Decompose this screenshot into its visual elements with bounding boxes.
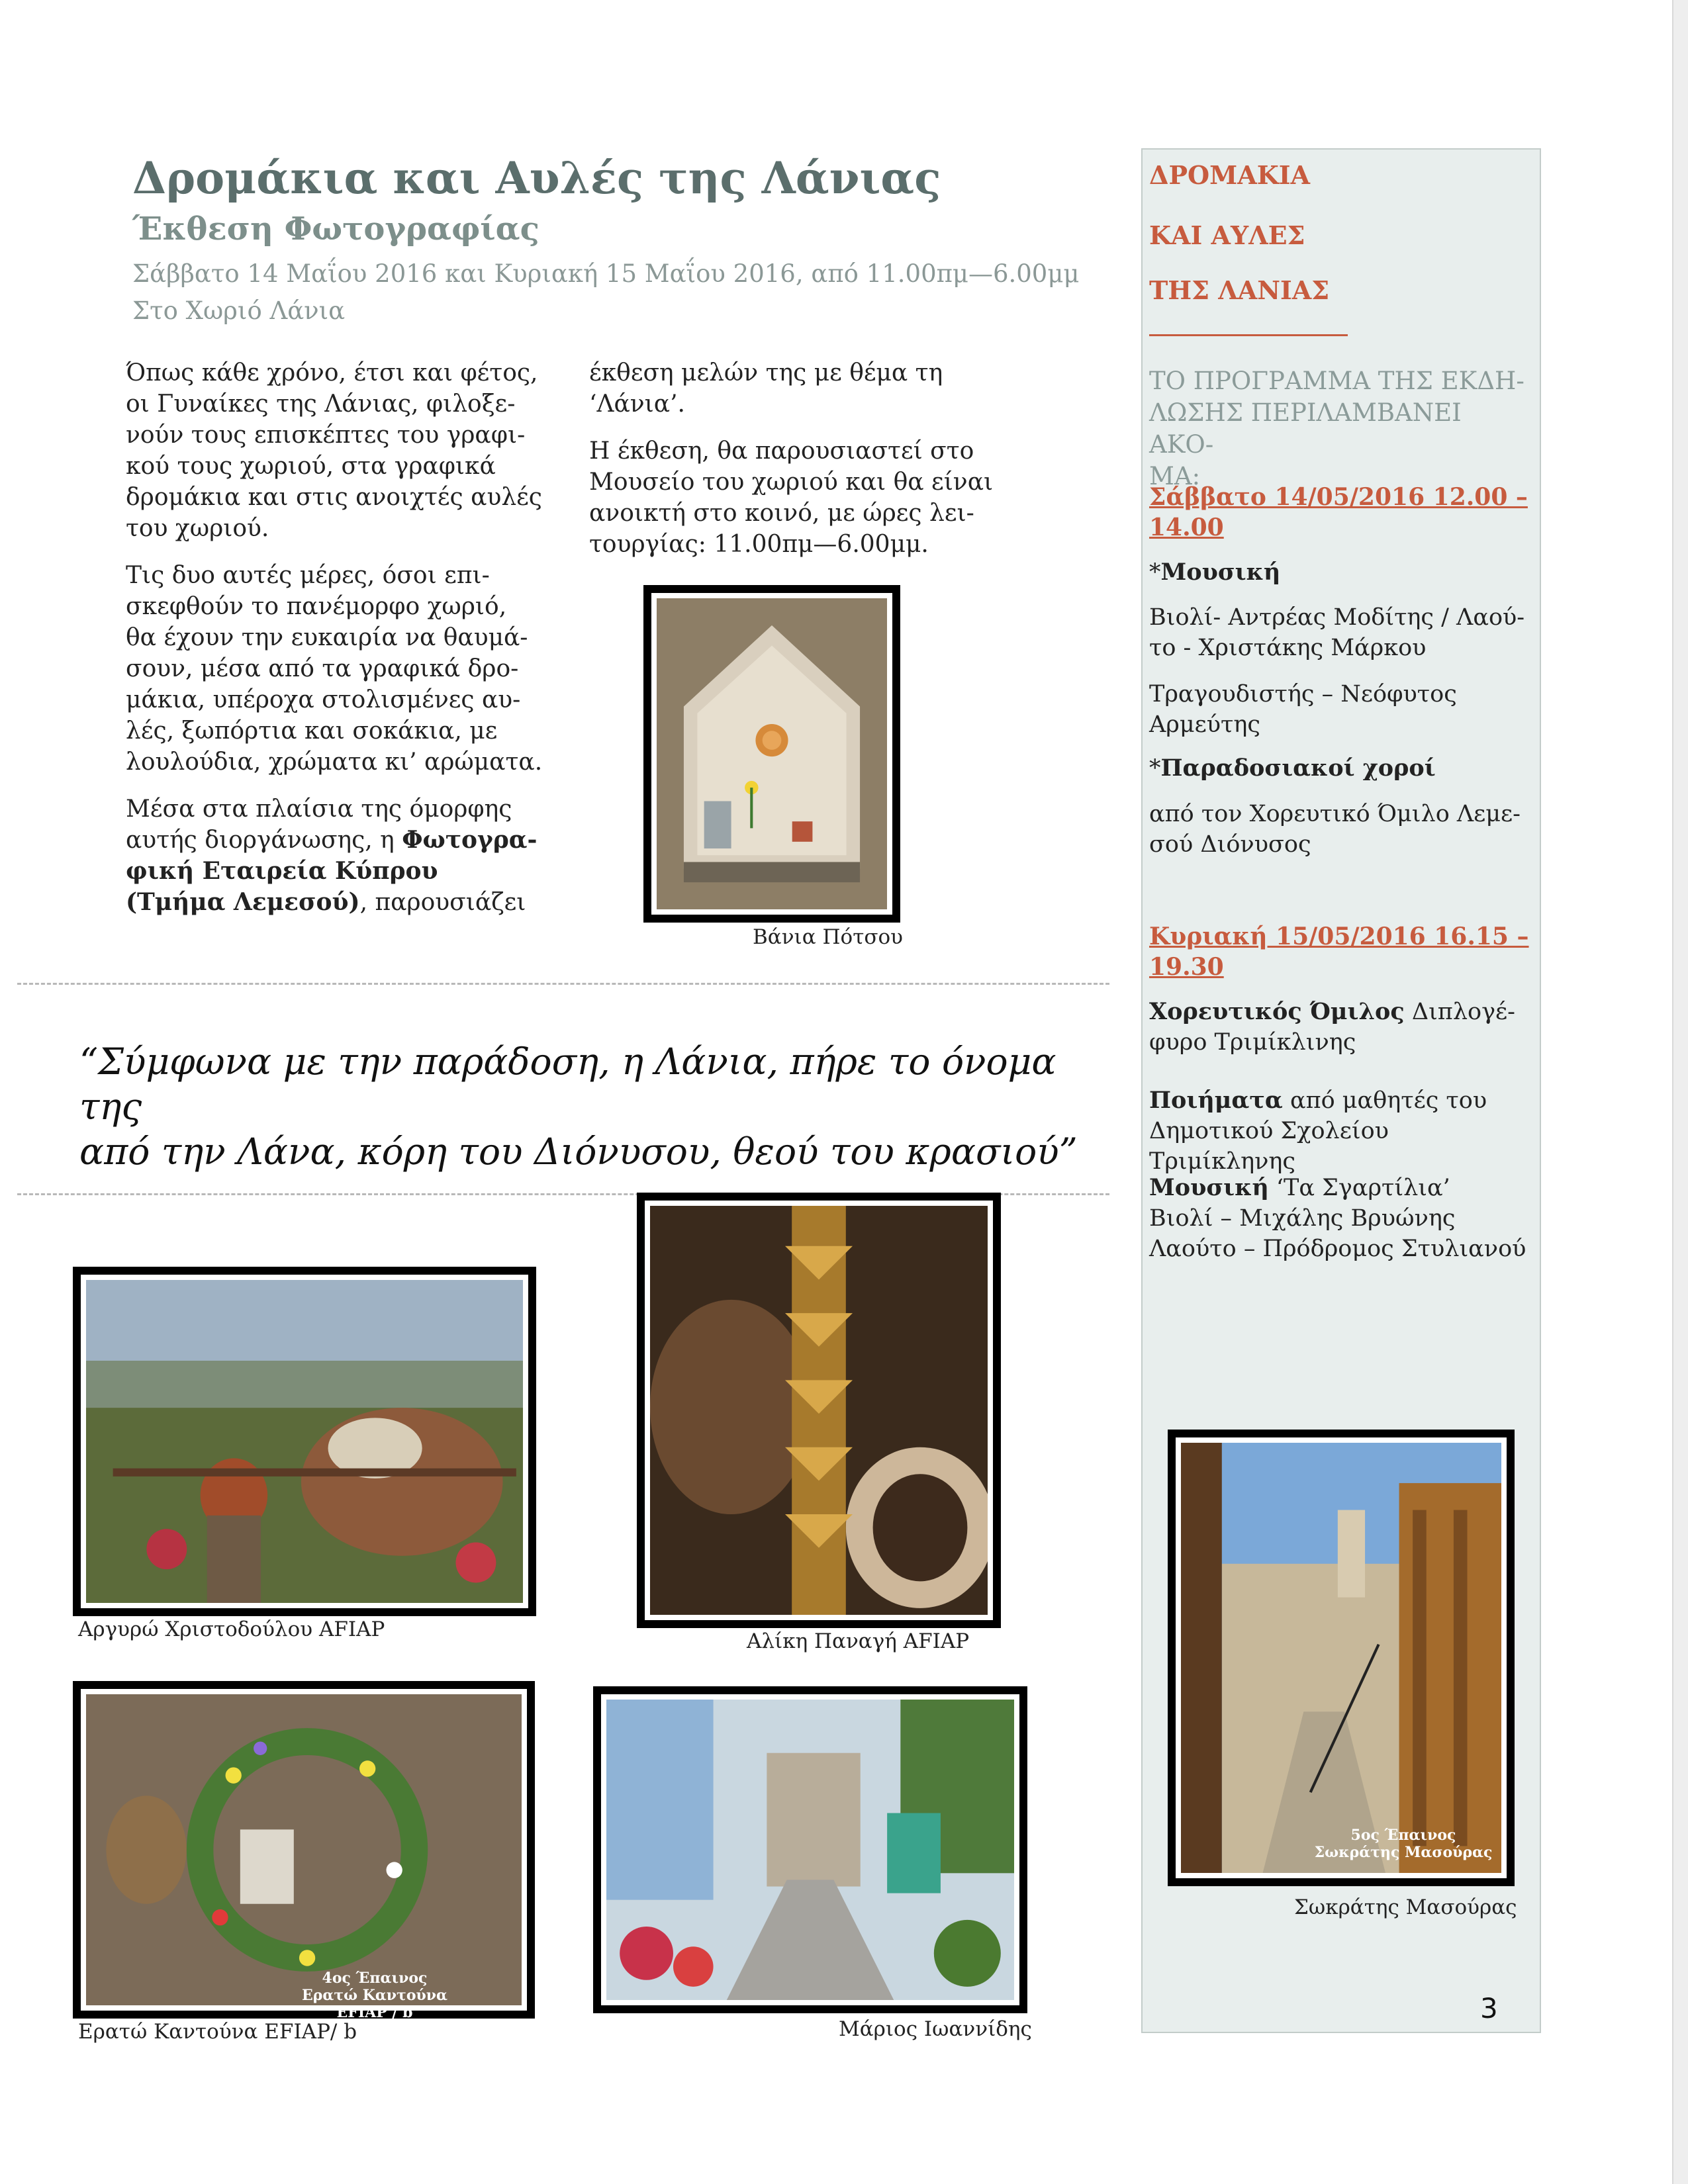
photo-overlay-sokratis: 5ος Έπαινος Σωκράτης Μασούρας bbox=[1314, 1827, 1493, 1861]
photo-landscape-argyro bbox=[73, 1267, 536, 1616]
photo-caption-aliki: Αλίκη Παναγή AFIAP bbox=[747, 1629, 970, 1653]
sidebar-title-3: ΤΗΣ ΛΑΝΙΑΣ bbox=[1149, 275, 1330, 305]
photo-doorway-sokratis bbox=[1168, 1430, 1515, 1886]
paragraph-5: Η έκθεση, θα παρουσιαστεί στο Μουσείο του χωριού και θα είναι ανοικτή στο κοινό, με ώρες λει- τουργίας: 11.00πμ—6.00μμ. bbox=[589, 437, 994, 558]
page-number: 3 bbox=[1480, 1992, 1498, 2025]
event-place: Στο Χωριό Λάνια bbox=[132, 296, 346, 325]
paragraph-2: Τις δυο αυτές μέρες, όσοι επι- σκεφθούν το πανέμορφο χωριό, θα έχουν την ευκαιρία να θαυμά- σουν, μέσα από τα γραφικά δρο- μάκια, υπέροχα στολισμένες αυ- λές, ξωπόρτια και σοκάκια, με λουλούδια, χρώματα κι’ αρώματα. bbox=[126, 562, 543, 776]
paragraph-1: Όπως κάθε χρόνο, έτσι και φέτος, οι Γυναίκες της Λάνιας, φιλοξε- νούν τους επισκέπτες του γραφι- κού τους χωριού, στα γραφικά δρομάκια και στις ανοιχτές αυλές του χωριού. bbox=[126, 359, 542, 542]
article-column-2 bbox=[589, 357, 1013, 576]
sidebar-saturday-date: Σάββατο 14/05/2016 12.00 – 14.00 bbox=[1149, 483, 1528, 541]
sidebar-music-lines: Βιολί- Αντρέας Μοδίτης / Λαού- το - Χριστάκης Μάρκου bbox=[1149, 604, 1525, 661]
sidebar-title-2: ΚΑΙ ΑΥΛΕΣ bbox=[1149, 220, 1305, 250]
sidebar-poems: Ποιήματα από μαθητές του Δημοτικού Σχολείου Τριμίκληνης bbox=[1149, 1087, 1487, 1175]
sidebar-rule bbox=[1149, 334, 1348, 336]
article-column-1 bbox=[126, 357, 549, 934]
page-subtitle: Έκθεση Φωτογραφίας bbox=[132, 210, 539, 248]
sidebar-dance-group: Χορευτικός Όμιλος Διπλογέ- φυρο Τριμίκλινης bbox=[1149, 998, 1515, 1056]
sidebar-singer: Τραγουδιστής – Νεόφυτος Αρμεύτης bbox=[1149, 681, 1457, 738]
divider-top bbox=[17, 983, 1109, 985]
photo-overlay-erato: 4ος Έπαινος Ερατώ Καντούνα EFIAP / b bbox=[302, 1970, 447, 2021]
photo-carved-wood-aliki bbox=[637, 1193, 1001, 1628]
sidebar-music-2: Μουσική ‘Τα Σγαρτίλια’ Βιολί – Μιχάλης Βρυώνης Λαούτο – Πρόδρομος Στυλιανού bbox=[1149, 1174, 1526, 1262]
sidebar-title-1: ΔΡΟΜΑΚΙΑ bbox=[1149, 160, 1310, 190]
photo-caption-marios: Μάριος Ιωαννίδης bbox=[839, 2017, 1032, 2041]
pull-quote: “Σύμφωνα με την παράδοση, η Λάνια, πήρε το όνομα της από την Λάνα, κόρη του Διόνυσου, θεού του κρασιού” bbox=[79, 1040, 1078, 1173]
photo-alley-marios bbox=[593, 1686, 1027, 2013]
photo-caption-sokratis: Σωκράτης Μασούρας bbox=[1294, 1895, 1517, 1919]
page-title: Δρομάκια και Αυλές της Λάνιας bbox=[132, 152, 941, 204]
sidebar-dance-heading: *Παραδοσιακοί χοροί bbox=[1149, 754, 1436, 782]
sidebar-dance-lines: από τον Χορευτικό Όμιλο Λεμε- σού Διόνυσος bbox=[1149, 801, 1521, 858]
photo-niche-vania bbox=[643, 585, 900, 923]
paragraph-4: έκθεση μελών της με θέμα τη ‘Λάνια’. bbox=[589, 359, 943, 418]
paragraph-3: Μέσα στα πλαίσια της όμορφης αυτής διοργάνωσης, η Φωτογρα- φική Εταιρεία Κύπρου (Τμήμα Λεμεσού), παρουσιάζει bbox=[126, 796, 538, 916]
sidebar-sunday-date: Κυριακή 15/05/2016 16.15 – 19.30 bbox=[1149, 923, 1529, 981]
photo-wreath-erato bbox=[73, 1681, 535, 2019]
sidebar-intro: ΤΟ ΠΡΟΓΡΑΜΜΑ ΤΗΣ ΕΚΔΗ- ΛΩΣΗΣ ΠΕΡΙΛΑΜΒΑΝΕΙ ΑΚΟ- ΜΑ: bbox=[1149, 367, 1524, 490]
photo-caption-vania: Βάνια Πότσου bbox=[753, 925, 904, 949]
photo-caption-erato: Ερατώ Καντούνα EFIAP/ b bbox=[78, 2020, 357, 2044]
sidebar-music-heading: *Μουσική bbox=[1149, 559, 1281, 586]
page-edge bbox=[1672, 0, 1688, 2184]
photo-caption-argyro: Αργυρώ Χριστοδούλου AFIAP bbox=[78, 1617, 385, 1641]
event-dates: Σάββατο 14 Μαΐου 2016 και Κυριακή 15 Μαΐου 2016, από 11.00πμ—6.00μμ bbox=[132, 259, 1080, 288]
